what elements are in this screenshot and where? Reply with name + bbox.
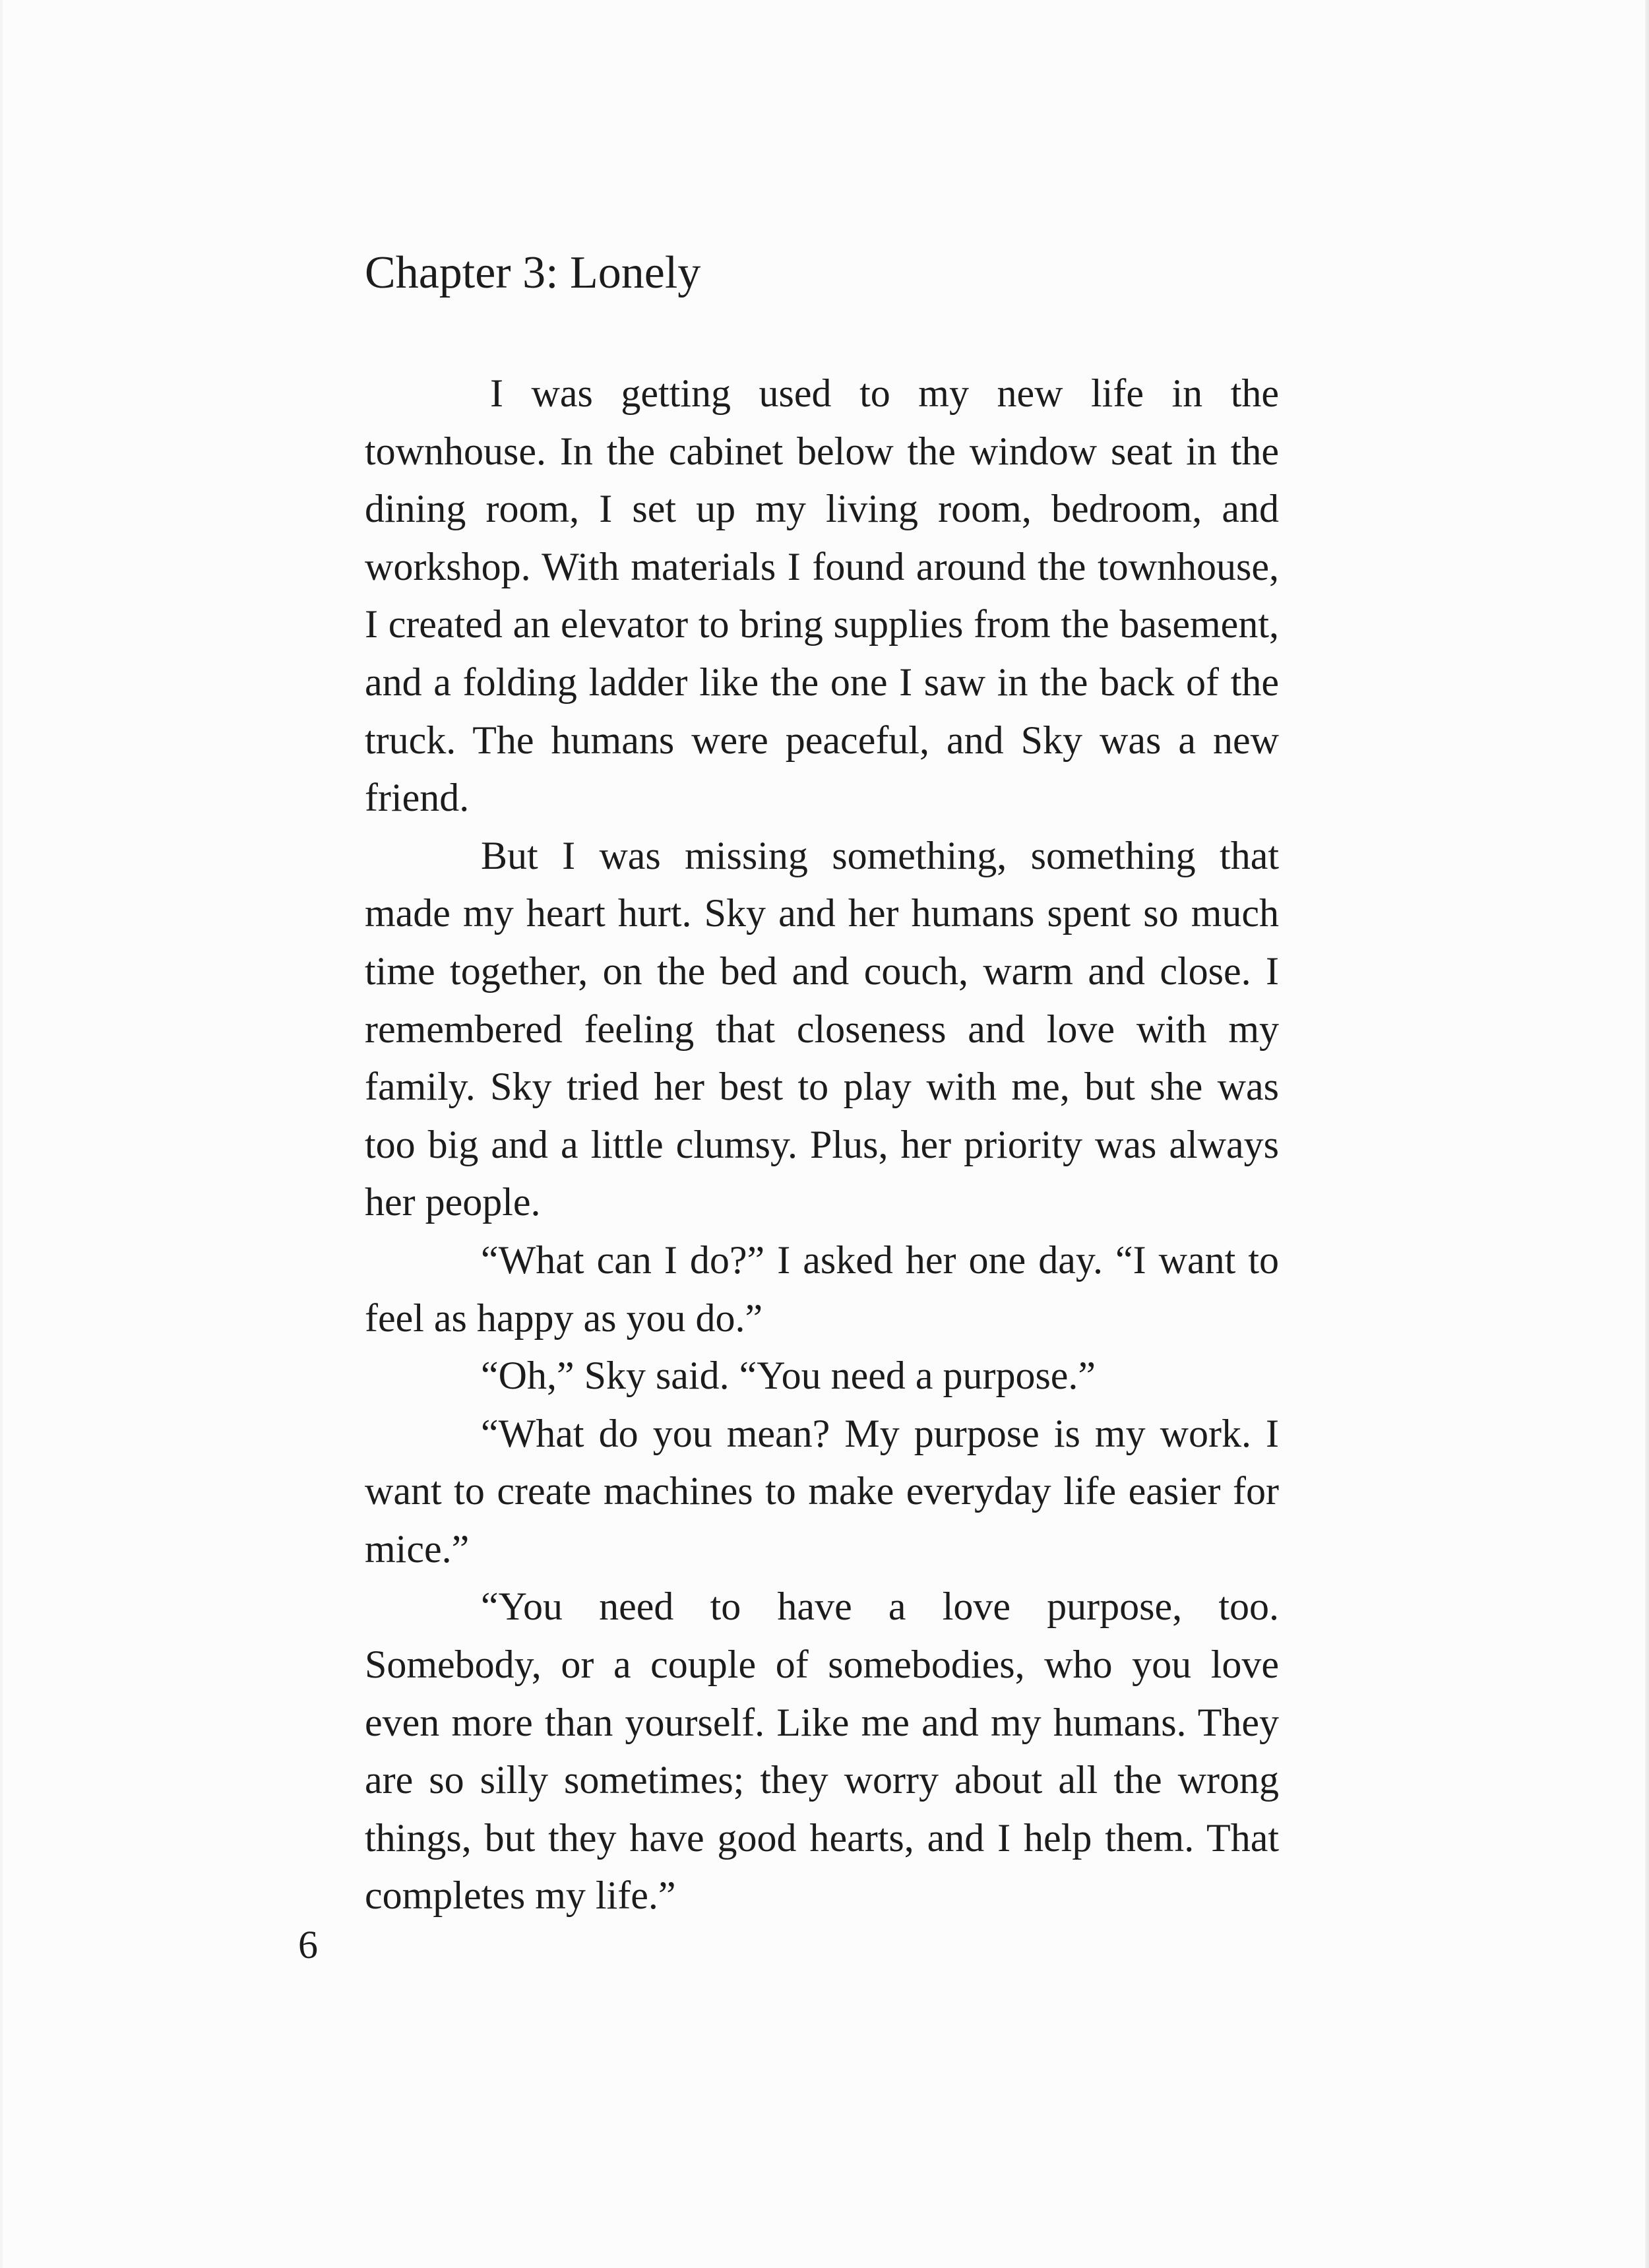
scan-edge-left <box>0 0 3 2268</box>
chapter-body <box>365 365 1279 1925</box>
scan-edge-right <box>1645 0 1649 2268</box>
paragraph-3: “What can I do?” I asked her one day. “I want to feel as happy as you do.” <box>365 1238 1279 1340</box>
paragraph-2: But I was missing something, something that made my heart hurt. Sky and her humans spent so much time together, on the bed and couch, warm and close. I remembered feeling that closeness and love with my family. Sky tried her best to play with me, but she was too big and a little clumsy. Plus, her priority was always her people. <box>365 833 1279 1224</box>
page-number: 6 <box>298 1923 318 1967</box>
paragraph-1: I was getting used to my new life in the townhouse. In the cabinet below the window seat in the dining room, I set up my living room, bedroom, and workshop. With materials I found around the townhouse, I created an elevator to bring supplies from the basement, and a folding ladder like the one I saw in the back of the truck. The humans were peaceful, and Sky was a new friend. <box>365 371 1279 820</box>
paragraph-4: “Oh,” Sky said. “You need a purpose.” <box>481 1354 1096 1398</box>
chapter-title: Chapter 3: Lonely <box>365 247 701 298</box>
paragraph-6: “You need to have a love purpose, too. Somebody, or a couple of somebodies, who you love even more than yourself. Like me and my humans. They are so silly sometimes; they worry about all the wrong things, but they have good hearts, and I help them. That completes my life.” <box>365 1585 1279 1918</box>
paragraph-5: “What do you mean? My purpose is my work. I want to create machines to make everyday life easier for mice.” <box>365 1411 1279 1571</box>
